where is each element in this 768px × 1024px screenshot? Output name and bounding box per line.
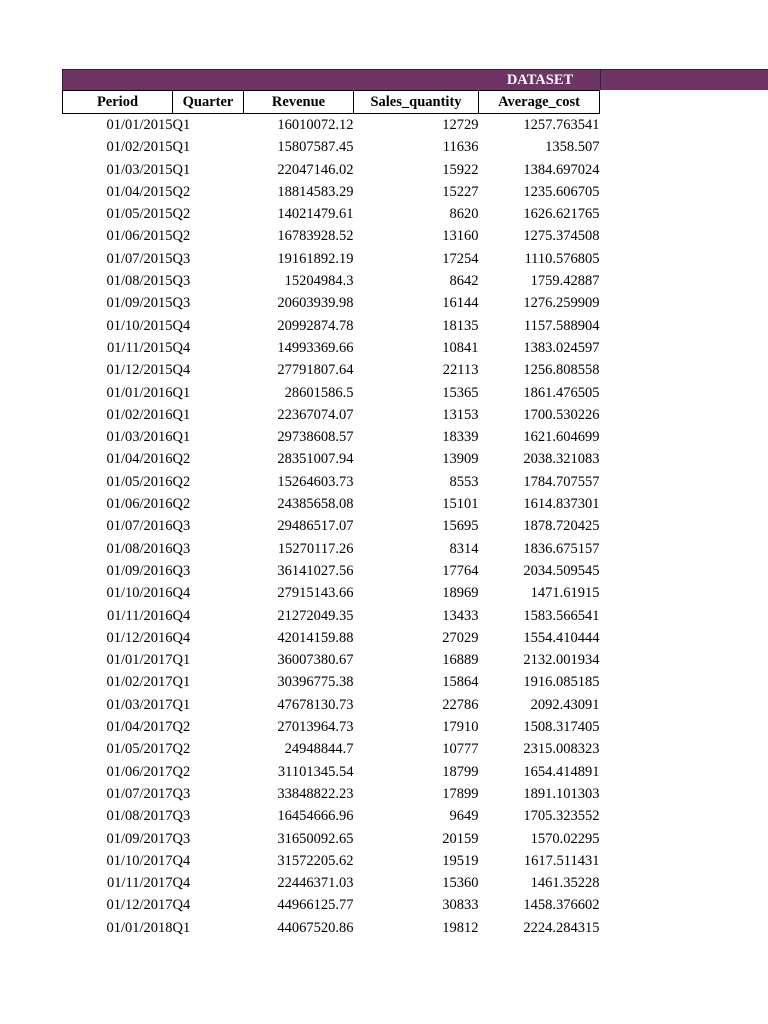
cell-average-cost[interactable]: 2034.509545 [523, 562, 600, 579]
cell-period[interactable]: 01/12/2017 [106, 897, 173, 914]
cell-period[interactable]: 01/06/2017 [106, 763, 173, 780]
cell-period[interactable]: 01/07/2015 [106, 250, 173, 267]
cell-period[interactable]: 01/04/2016 [106, 451, 173, 468]
cell-sales-quantity[interactable]: 10841 [442, 339, 479, 356]
cell-revenue[interactable]: 22367074.07 [277, 406, 354, 423]
cell-period[interactable]: 01/11/2016 [106, 607, 173, 624]
cell-sales-quantity[interactable]: 22786 [442, 696, 479, 713]
cell-period[interactable]: 01/11/2015 [106, 339, 173, 356]
cell-quarter[interactable]: Q4 [172, 875, 191, 892]
cell-period[interactable]: 01/03/2017 [106, 696, 173, 713]
table-row [63, 448, 600, 470]
cell-period[interactable]: 01/03/2015 [106, 161, 173, 178]
cell-sales-quantity[interactable]: 18969 [442, 585, 479, 602]
cell-revenue[interactable]: 27791807.64 [277, 362, 354, 379]
cell-quarter[interactable]: Q4 [172, 852, 191, 869]
cell-average-cost[interactable]: 2092.43091 [530, 696, 600, 713]
cell-sales-quantity[interactable]: 13433 [442, 607, 479, 624]
cell-quarter[interactable]: Q2 [172, 451, 191, 468]
cell-revenue[interactable]: 19161892.19 [277, 250, 354, 267]
table-row [63, 181, 600, 203]
cell-average-cost[interactable]: 1626.621765 [523, 206, 600, 223]
cell-period[interactable]: 01/11/2017 [106, 875, 173, 892]
cell-sales-quantity[interactable]: 17910 [442, 719, 479, 736]
cell-quarter[interactable]: Q4 [172, 629, 191, 646]
cell-average-cost[interactable]: 1614.837301 [523, 496, 600, 513]
cell-average-cost[interactable]: 1384.697024 [523, 161, 600, 178]
cell-sales-quantity[interactable]: 13909 [442, 451, 479, 468]
cell-average-cost[interactable]: 1617.511431 [523, 852, 600, 869]
cell-sales-quantity[interactable]: 15360 [442, 875, 479, 892]
cell-sales-quantity[interactable]: 15922 [442, 161, 479, 178]
cell-quarter[interactable]: Q3 [172, 808, 191, 825]
cell-revenue[interactable]: 15264603.73 [277, 473, 354, 490]
cell-quarter[interactable]: Q3 [172, 250, 191, 267]
table-row [63, 716, 600, 738]
cell-revenue[interactable]: 20992874.78 [277, 317, 354, 334]
table-row [63, 671, 600, 693]
cell-revenue[interactable]: 24948844.7 [284, 741, 354, 758]
table-row [63, 917, 600, 939]
cell-average-cost[interactable]: 1836.675157 [523, 540, 600, 557]
cell-sales-quantity[interactable]: 18799 [442, 763, 479, 780]
cell-sales-quantity[interactable]: 22113 [442, 362, 479, 379]
cell-period[interactable]: 01/09/2016 [106, 562, 173, 579]
cell-sales-quantity[interactable]: 8553 [449, 473, 479, 490]
cell-period[interactable]: 01/04/2015 [106, 183, 173, 200]
cell-quarter[interactable]: Q1 [172, 674, 191, 691]
cell-sales-quantity[interactable]: 15227 [442, 183, 479, 200]
column-header-sales-quantity[interactable]: Sales_quantity [354, 91, 479, 114]
table-row [63, 225, 600, 247]
table-row [63, 828, 600, 850]
cell-average-cost[interactable]: 1275.374508 [523, 228, 600, 245]
cell-average-cost[interactable]: 1654.414891 [523, 763, 600, 780]
cell-period[interactable]: 01/10/2015 [106, 317, 173, 334]
table-row [63, 649, 600, 671]
cell-quarter[interactable]: Q4 [172, 607, 191, 624]
cell-period[interactable]: 01/09/2015 [106, 295, 173, 312]
cell-sales-quantity[interactable]: 11636 [442, 139, 479, 156]
cell-sales-quantity[interactable]: 13160 [442, 228, 479, 245]
cell-quarter[interactable]: Q1 [172, 919, 191, 936]
cell-period[interactable]: 01/12/2015 [106, 362, 173, 379]
cell-quarter[interactable]: Q1 [172, 161, 191, 178]
cell-quarter[interactable]: Q3 [172, 295, 191, 312]
cell-revenue[interactable]: 33848822.23 [277, 785, 354, 802]
column-header-revenue[interactable]: Revenue [244, 91, 354, 114]
cell-period[interactable]: 01/08/2015 [106, 273, 173, 290]
cell-sales-quantity[interactable]: 13153 [442, 406, 479, 423]
table-row [63, 471, 600, 493]
cell-quarter[interactable]: Q4 [172, 339, 191, 356]
cell-quarter[interactable]: Q1 [172, 139, 191, 156]
table-row [63, 404, 600, 426]
cell-revenue[interactable]: 27915143.66 [277, 585, 354, 602]
cell-sales-quantity[interactable]: 16144 [442, 295, 479, 312]
cell-period[interactable]: 01/01/2018 [106, 919, 173, 936]
cell-revenue[interactable]: 31572205.62 [277, 852, 354, 869]
table-row [63, 694, 600, 716]
cell-average-cost[interactable]: 1878.720425 [523, 518, 600, 535]
cell-period[interactable]: 01/09/2017 [106, 830, 173, 847]
cell-sales-quantity[interactable]: 15365 [442, 384, 479, 401]
cell-revenue[interactable]: 44067520.86 [277, 919, 354, 936]
cell-sales-quantity[interactable]: 18135 [442, 317, 479, 334]
table-row [63, 337, 600, 359]
cell-period[interactable]: 01/05/2015 [106, 206, 173, 223]
cell-period[interactable]: 01/12/2016 [106, 629, 173, 646]
cell-revenue[interactable]: 14021479.61 [277, 206, 354, 223]
cell-quarter[interactable]: Q2 [172, 763, 191, 780]
table-body [63, 114, 600, 939]
cell-quarter[interactable]: Q2 [172, 473, 191, 490]
cell-sales-quantity[interactable]: 17764 [442, 562, 479, 579]
cell-quarter[interactable]: Q1 [172, 384, 191, 401]
cell-sales-quantity[interactable]: 8314 [449, 540, 479, 557]
cell-quarter[interactable]: Q2 [172, 183, 191, 200]
cell-average-cost[interactable]: 1554.410444 [523, 629, 600, 646]
cell-revenue[interactable]: 42014159.88 [277, 629, 354, 646]
cell-revenue[interactable]: 47678130.73 [277, 696, 354, 713]
cell-sales-quantity[interactable]: 17899 [442, 785, 479, 802]
table-row [63, 738, 600, 760]
table-row [63, 538, 600, 560]
table-row [63, 627, 600, 649]
cell-quarter[interactable]: Q2 [172, 719, 191, 736]
cell-average-cost[interactable]: 1110.576805 [524, 250, 600, 267]
cell-average-cost[interactable]: 1256.808558 [523, 362, 600, 379]
cell-sales-quantity[interactable]: 27029 [442, 629, 479, 646]
cell-period[interactable]: 01/01/2015 [106, 117, 173, 133]
table-row [63, 382, 600, 404]
table-row [63, 359, 600, 381]
cell-sales-quantity[interactable]: 10777 [442, 741, 479, 758]
cell-quarter[interactable]: Q4 [172, 317, 191, 334]
cell-average-cost[interactable]: 1276.259909 [523, 295, 600, 312]
cell-period[interactable]: 01/06/2016 [106, 496, 173, 513]
cell-quarter[interactable]: Q2 [172, 228, 191, 245]
cell-average-cost[interactable]: 1700.530226 [523, 406, 600, 423]
cell-sales-quantity[interactable]: 8620 [449, 206, 479, 223]
cell-quarter[interactable]: Q1 [172, 429, 191, 446]
cell-average-cost[interactable]: 1705.323552 [523, 808, 600, 825]
cell-average-cost[interactable]: 1235.606705 [523, 183, 600, 200]
cell-quarter[interactable]: Q3 [172, 830, 191, 847]
table-row [63, 136, 600, 158]
cell-average-cost[interactable]: 1891.101303 [523, 785, 600, 802]
cell-average-cost[interactable]: 1759.42887 [530, 273, 600, 290]
cell-average-cost[interactable]: 2038.321083 [523, 451, 600, 468]
cell-revenue[interactable]: 22446371.03 [277, 875, 354, 892]
table-row [63, 805, 600, 827]
cell-revenue[interactable]: 21272049.35 [277, 607, 354, 624]
cell-period[interactable]: 01/10/2016 [106, 585, 173, 602]
cell-period[interactable]: 01/06/2015 [106, 228, 173, 245]
table-row [63, 783, 600, 805]
cell-average-cost[interactable]: 2315.008323 [523, 741, 600, 758]
cell-average-cost[interactable]: 1784.707557 [523, 473, 600, 490]
cell-revenue[interactable]: 27013964.73 [277, 719, 354, 736]
cell-revenue[interactable]: 16454666.96 [277, 808, 354, 825]
cell-revenue[interactable]: 16010072.12 [277, 117, 354, 133]
table-row [63, 159, 600, 181]
cell-quarter[interactable]: Q4 [172, 897, 191, 914]
table-row [63, 605, 600, 627]
cell-average-cost[interactable]: 1570.02295 [530, 830, 600, 847]
table-row [63, 493, 600, 515]
cell-quarter[interactable]: Q2 [172, 741, 191, 758]
dataset-title: DATASET [506, 72, 574, 88]
cell-revenue[interactable]: 44966125.77 [277, 897, 354, 914]
cell-sales-quantity[interactable]: 18339 [442, 429, 479, 446]
cell-average-cost[interactable]: 2132.001934 [523, 652, 600, 669]
cell-period[interactable]: 01/02/2017 [106, 674, 173, 691]
table-row [63, 315, 600, 337]
cell-sales-quantity[interactable]: 15695 [442, 518, 479, 535]
cell-revenue[interactable]: 36141027.56 [277, 562, 354, 579]
table-row [63, 203, 600, 225]
cell-average-cost[interactable]: 1621.604699 [523, 429, 600, 446]
cell-sales-quantity[interactable]: 19812 [442, 919, 479, 936]
cell-average-cost[interactable]: 1157.588904 [523, 317, 600, 334]
cell-period[interactable]: 01/05/2016 [106, 473, 173, 490]
table-row [63, 248, 600, 270]
cell-period[interactable]: 01/02/2015 [106, 139, 173, 156]
cell-sales-quantity[interactable]: 12729 [442, 117, 479, 133]
cell-revenue[interactable]: 28351007.94 [277, 451, 354, 468]
cell-average-cost[interactable]: 1257.763541 [523, 117, 600, 133]
table-row [63, 270, 600, 292]
cell-quarter[interactable]: Q3 [172, 273, 191, 290]
cell-quarter[interactable]: Q1 [172, 406, 191, 423]
cell-revenue[interactable]: 15204984.3 [284, 273, 354, 290]
cell-quarter[interactable]: Q4 [172, 585, 191, 602]
cell-period[interactable]: 01/08/2016 [106, 540, 173, 557]
cell-average-cost[interactable]: 1383.024597 [523, 339, 600, 356]
cell-quarter[interactable]: Q1 [172, 117, 191, 133]
cell-quarter[interactable]: Q3 [172, 785, 191, 802]
cell-revenue[interactable]: 31101345.54 [277, 763, 354, 780]
cell-revenue[interactable]: 31650092.65 [277, 830, 354, 847]
cell-average-cost[interactable]: 2224.284315 [523, 919, 600, 936]
cell-sales-quantity[interactable]: 8642 [449, 273, 479, 290]
cell-quarter[interactable]: Q3 [172, 562, 191, 579]
cell-average-cost[interactable]: 1916.085185 [523, 674, 600, 691]
cell-period[interactable]: 01/08/2017 [106, 808, 173, 825]
cell-average-cost[interactable]: 1861.476505 [523, 384, 600, 401]
cell-period[interactable]: 01/01/2017 [106, 652, 173, 669]
table-row [63, 426, 600, 448]
cell-sales-quantity[interactable]: 30833 [442, 897, 479, 914]
table-row [63, 560, 600, 582]
cell-period[interactable]: 01/01/2016 [106, 384, 173, 401]
table-row [63, 292, 600, 314]
cell-period[interactable]: 01/02/2016 [106, 406, 173, 423]
cell-revenue[interactable]: 20603939.98 [277, 295, 354, 312]
cell-period[interactable]: 01/04/2017 [106, 719, 173, 736]
cell-sales-quantity[interactable]: 15101 [442, 496, 479, 513]
table-row [63, 850, 600, 872]
cell-average-cost[interactable]: 1458.376602 [523, 897, 600, 914]
cell-quarter[interactable]: Q1 [172, 696, 191, 713]
cell-sales-quantity[interactable]: 20159 [442, 830, 479, 847]
cell-revenue[interactable]: 22047146.02 [277, 161, 354, 178]
cell-revenue[interactable]: 18814583.29 [277, 183, 354, 200]
cell-average-cost[interactable]: 1471.61915 [530, 585, 600, 602]
cell-revenue[interactable]: 29738608.57 [277, 429, 354, 446]
cell-quarter[interactable]: Q2 [172, 496, 191, 513]
table-row [63, 761, 600, 783]
cell-revenue[interactable]: 28601586.5 [284, 384, 354, 401]
header-row [63, 91, 600, 114]
cell-average-cost[interactable]: 1358.507 [545, 139, 600, 156]
banner-divider [600, 70, 601, 90]
table-row [63, 515, 600, 537]
cell-sales-quantity[interactable]: 16889 [442, 652, 479, 669]
cell-average-cost[interactable]: 1508.317405 [523, 719, 600, 736]
cell-revenue[interactable]: 29486517.07 [277, 518, 354, 535]
cell-period[interactable]: 01/05/2017 [106, 741, 173, 758]
cell-revenue[interactable]: 15270117.26 [277, 540, 354, 557]
cell-sales-quantity[interactable]: 9649 [449, 808, 479, 825]
cell-period[interactable]: 01/07/2016 [106, 518, 173, 535]
table-row [63, 582, 600, 604]
column-header-period[interactable]: Period [63, 91, 173, 114]
cell-quarter[interactable]: Q2 [172, 206, 191, 223]
table-row [63, 894, 600, 916]
table-row [63, 114, 600, 137]
cell-average-cost[interactable]: 1583.566541 [523, 607, 600, 624]
dataset-banner [62, 69, 768, 90]
cell-sales-quantity[interactable]: 15864 [442, 674, 479, 691]
cell-sales-quantity[interactable]: 17254 [442, 250, 479, 267]
cell-quarter[interactable]: Q1 [172, 652, 191, 669]
cell-sales-quantity[interactable]: 19519 [442, 852, 479, 869]
cell-revenue[interactable]: 30396775.38 [277, 674, 354, 691]
cell-period[interactable]: 01/10/2017 [106, 852, 173, 869]
cell-revenue[interactable]: 15807587.45 [277, 139, 354, 156]
column-header-average-cost[interactable]: Average_cost [479, 91, 600, 114]
cell-revenue[interactable]: 24385658.08 [277, 496, 354, 513]
cell-revenue[interactable]: 36007380.67 [277, 652, 354, 669]
column-header-quarter[interactable]: Quarter [173, 91, 244, 114]
cell-quarter[interactable]: Q4 [172, 362, 191, 379]
cell-revenue[interactable]: 16783928.52 [277, 228, 354, 245]
dataset-table [62, 90, 600, 939]
cell-average-cost[interactable]: 1461.35228 [530, 875, 600, 892]
cell-revenue[interactable]: 14993369.66 [277, 339, 354, 356]
cell-quarter[interactable]: Q3 [172, 518, 191, 535]
cell-period[interactable]: 01/07/2017 [106, 785, 173, 802]
cell-quarter[interactable]: Q3 [172, 540, 191, 557]
table-row [63, 872, 600, 894]
cell-period[interactable]: 01/03/2016 [106, 429, 173, 446]
